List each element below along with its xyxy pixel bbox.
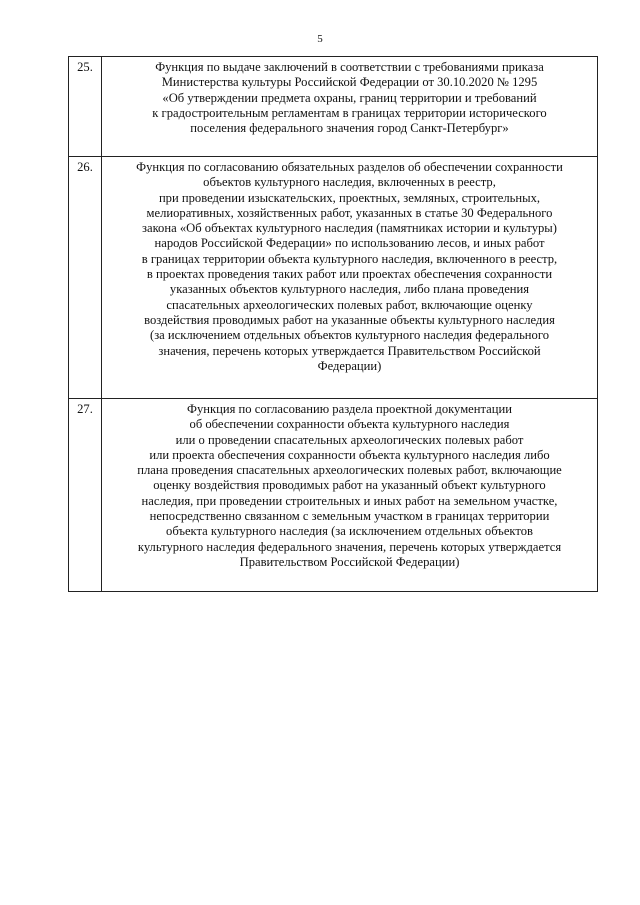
function-description	[102, 399, 598, 592]
text-line: Министерства культуры Российской Федерации от 30.10.2020 № 1295	[161, 75, 538, 90]
text-line: поселения федерального значения город Санкт-Петербург»	[190, 121, 509, 136]
text-line: в проектах проведения таких работ или проектах обеспечения сохранности	[146, 267, 553, 282]
function-description	[102, 57, 598, 157]
text-line: объекта культурного наследия (за исключением отдельных объектов	[166, 524, 533, 539]
text-line: культурного наследия федерального значения, перечень которых утверждается	[137, 539, 562, 554]
text-line: об обеспечении сохранности объекта культурного наследия	[189, 417, 510, 432]
row-number: 27.	[69, 399, 102, 592]
text-line: значения, перечень которых утверждается Правительством Российской	[158, 343, 541, 358]
text-line: объектов культурного наследия, включенных в реестр,	[203, 175, 496, 190]
text-line: оценку воздействия проводимых работ на указанный объект культурного	[153, 478, 546, 493]
text-line: Функция по согласованию раздела проектной документации	[187, 402, 512, 416]
text-line: закона «Об объектах культурного наследия (памятниках истории и культуры)	[142, 221, 557, 236]
text-line: или проекта обеспечения сохранности объекта культурного наследия либо	[149, 447, 550, 462]
text-line: к градостроительным регламентам в границах территории исторического	[152, 105, 547, 120]
text-line: при проведении изыскательских, проектных, земляных, строительных,	[158, 190, 541, 205]
text-line: Федерации)	[317, 358, 382, 373]
text-line: народов Российской Федерации» по использованию лесов, и иных работ	[154, 236, 545, 251]
functions-table	[68, 56, 598, 592]
text-line: непосредственно связанном с земельным участком в границах территории	[149, 509, 550, 524]
text-line: Правительством Российской Федерации)	[239, 554, 460, 569]
table-row	[69, 399, 598, 592]
text-line: (за исключением отдельных объектов культурного наследия федерального	[150, 328, 549, 343]
text-line: мелиоративных, хозяйственных работ, указанных в статье 30 Федерального	[146, 205, 553, 220]
page-number: 5	[317, 33, 323, 45]
text-line: плана проведения спасательных археологических полевых работ, включающие	[137, 463, 562, 478]
text-line: Функция по выдаче заключений в соответствии с требованиями приказа	[155, 60, 544, 74]
text-line: спасательных археологических полевых работ, включающие оценку	[166, 297, 533, 312]
text-line: «Об утверждении предмета охраны, границ территории и требований	[162, 90, 537, 105]
table-row	[69, 157, 598, 399]
text-line: Функция по согласованию обязательных разделов об обеспечении сохранности	[136, 160, 563, 174]
text-line: наследия, при проведении строительных и иных работ на земельном участке,	[141, 493, 558, 508]
text-line: указанных объектов культурного наследия, либо плана проведения	[169, 282, 530, 297]
function-description	[102, 157, 598, 399]
table-row	[69, 57, 598, 157]
row-number: 26.	[69, 157, 102, 399]
text-line: в границах территории объекта культурного наследия, включенного в реестр,	[141, 251, 558, 266]
row-number: 25.	[69, 57, 102, 157]
text-line: воздействия проводимых работ на указанные объекты культурного наследия	[144, 312, 555, 327]
text-line: или о проведении спасательных археологических полевых работ	[175, 432, 524, 447]
